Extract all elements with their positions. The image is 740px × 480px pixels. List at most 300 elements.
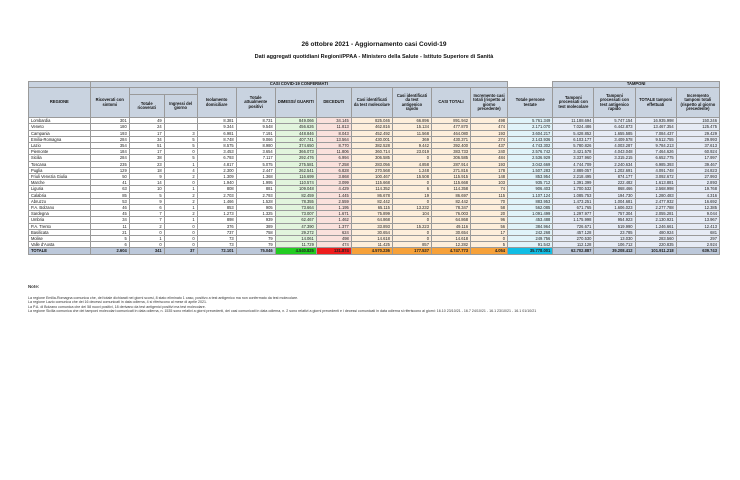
data-cell: 115.668 bbox=[351, 180, 392, 186]
data-cell: 853 bbox=[197, 205, 236, 211]
data-cell: 56 bbox=[471, 223, 508, 229]
page-subtitle: Dati aggregati quotidiani Regioni/PPAA - Ministero della Salute - Istituto Superiore di Sanità bbox=[254, 54, 494, 60]
data-cell: 262.541 bbox=[275, 167, 316, 173]
data-cell: 24.823 bbox=[676, 167, 719, 173]
data-cell: 10 bbox=[129, 186, 164, 192]
data-cell: 1.995 bbox=[236, 180, 275, 186]
data-cell: 7.464.626 bbox=[635, 149, 676, 155]
column-header-incremento-casi: Incremento casi totali (rispetto al giorno precedente) bbox=[471, 88, 508, 118]
data-cell: 0 bbox=[164, 180, 197, 186]
group-header-tamponi: TAMPONI bbox=[553, 82, 720, 88]
data-cell: 13.967 bbox=[676, 217, 719, 223]
data-cell: 1 bbox=[164, 186, 197, 192]
data-cell: 0 bbox=[392, 198, 431, 204]
data-cell: 220.835 bbox=[635, 242, 676, 248]
data-cell: 0 bbox=[392, 229, 431, 235]
data-cell: 72.101 bbox=[197, 248, 236, 254]
data-cell: 8.980 bbox=[236, 143, 275, 149]
data-cell: 1.391.399 bbox=[553, 180, 594, 186]
data-cell: 6.793 bbox=[197, 155, 236, 161]
data-cell: 9.044 bbox=[676, 211, 719, 217]
data-cell: 82.442 bbox=[351, 198, 392, 204]
data-cell: 33.893 bbox=[351, 223, 392, 229]
data-cell: 4.817 bbox=[197, 161, 236, 167]
data-cell: 23.019 bbox=[392, 149, 431, 155]
data-cell: 34.145 bbox=[316, 118, 351, 124]
data-cell: 4.091.748 bbox=[635, 167, 676, 173]
region-name-cell: Toscana bbox=[29, 161, 91, 167]
data-cell: 7.258 bbox=[316, 161, 351, 167]
data-cell: 242.268 bbox=[508, 229, 553, 235]
data-cell: 2 bbox=[164, 198, 197, 204]
data-cell: 462.816 bbox=[351, 124, 392, 130]
data-cell: 1.528 bbox=[236, 198, 275, 204]
data-cell: 5 bbox=[164, 136, 197, 142]
data-cell: 681 bbox=[676, 229, 719, 235]
data-cell: 284 bbox=[90, 136, 129, 142]
data-cell: 825.046 bbox=[351, 118, 392, 124]
data-cell: 726.671 bbox=[553, 223, 594, 229]
data-cell: 194.730 bbox=[594, 192, 635, 198]
data-cell: 2.576.742 bbox=[508, 149, 553, 155]
data-cell: 75.046 bbox=[236, 248, 275, 254]
data-cell: 14 bbox=[129, 180, 164, 186]
data-cell: 1 bbox=[164, 217, 197, 223]
region-name-cell: Basilicata bbox=[29, 229, 91, 235]
data-cell: 906.403 bbox=[508, 186, 553, 192]
data-cell: 7.191 bbox=[236, 130, 275, 136]
data-cell: 1.107.124 bbox=[508, 192, 553, 198]
data-cell: 1.004.681 bbox=[594, 198, 635, 204]
data-cell: 11.188.694 bbox=[553, 118, 594, 124]
data-cell: 38 bbox=[129, 155, 164, 161]
data-cell: 20 bbox=[471, 211, 508, 217]
data-cell: 4 bbox=[164, 167, 197, 173]
region-name-cell: TOTALE bbox=[29, 248, 91, 254]
data-cell: 23.785 bbox=[594, 229, 635, 235]
data-cell: 369 bbox=[392, 136, 431, 142]
data-cell: 284 bbox=[90, 155, 129, 161]
data-cell: 382.528 bbox=[351, 143, 392, 149]
data-cell: 0 bbox=[129, 242, 164, 248]
data-cell: 9.784.213 bbox=[635, 143, 676, 149]
data-cell: 464.080 bbox=[431, 130, 470, 136]
data-cell: 477.870 bbox=[431, 124, 470, 130]
data-cell: 3.042.669 bbox=[508, 161, 553, 167]
data-cell: 6 bbox=[129, 205, 164, 211]
data-cell: 19 bbox=[392, 192, 431, 198]
data-cell: 115.668 bbox=[431, 180, 470, 186]
data-cell: 8.575 bbox=[197, 143, 236, 149]
region-name-cell: Abruzzo bbox=[29, 198, 91, 204]
data-cell: 62.467 bbox=[275, 217, 316, 223]
data-cell: 17.997 bbox=[676, 155, 719, 161]
data-cell: 1.377 bbox=[316, 223, 351, 229]
data-cell: 73 bbox=[197, 242, 236, 248]
data-cell: 104 bbox=[392, 211, 431, 217]
data-cell: 2.924 bbox=[676, 242, 719, 248]
data-cell: 15.223 bbox=[392, 223, 431, 229]
group-header-terapia bbox=[129, 88, 197, 95]
column-header-isolamento: Isolamento domiciliare bbox=[197, 88, 236, 118]
data-cell: 737 bbox=[197, 229, 236, 235]
data-cell: 7 bbox=[129, 217, 164, 223]
data-cell: 498 bbox=[471, 118, 508, 124]
data-cell: 2.536.929 bbox=[508, 155, 553, 161]
data-cell: 178 bbox=[471, 167, 508, 173]
data-cell: 14.061 bbox=[275, 236, 316, 242]
data-cell: 430.001 bbox=[351, 136, 392, 142]
data-cell: 287.914 bbox=[431, 161, 470, 167]
note-line: La regione Lazio comunica che dei 16 decessi comunicati in data odierna, 4 si riferiscono al mese di aprile 2021. bbox=[28, 300, 207, 305]
region-name-cell: Veneto bbox=[29, 124, 91, 130]
data-cell: 9 bbox=[129, 174, 164, 180]
data-cell: 2.893 bbox=[676, 180, 719, 186]
data-cell: 5.761.349 bbox=[508, 118, 553, 124]
data-cell: 2.240.634 bbox=[594, 161, 635, 167]
column-header-totale-ricoverati: Totale ricoverati bbox=[129, 95, 164, 118]
data-cell: 1.273 bbox=[197, 211, 236, 217]
data-cell: 868.466 bbox=[594, 186, 635, 192]
data-cell: 448.846 bbox=[275, 130, 316, 136]
data-cell: 101.911.218 bbox=[635, 248, 676, 254]
data-cell: 100.467 bbox=[351, 174, 392, 180]
data-cell: 8.381 bbox=[197, 118, 236, 124]
data-cell: 58 bbox=[471, 205, 508, 211]
data-cell: 82.459 bbox=[275, 192, 316, 198]
data-cell: 275.581 bbox=[275, 161, 316, 167]
data-cell: 4.858 bbox=[392, 161, 431, 167]
region-name-cell: Emilia-Romagna bbox=[29, 136, 91, 142]
data-cell: 11.568 bbox=[392, 130, 431, 136]
data-cell: 954.923 bbox=[594, 217, 635, 223]
data-cell: 2.300 bbox=[197, 167, 236, 173]
data-cell: 6.442.873 bbox=[594, 124, 635, 130]
note-line: La regione Emilia-Romagna comunica che, del totale dichiarati nei giorni scorsi, 8 stato eliminato 1 caso, positivo a test antigenico ma non confermato da test molecolare. bbox=[28, 295, 299, 300]
data-cell: 3.654 bbox=[236, 149, 275, 155]
data-cell: 1 bbox=[129, 236, 164, 242]
data-cell: 13.564 bbox=[316, 136, 351, 142]
data-cell: 91.542 bbox=[508, 242, 553, 248]
data-cell: 1.175.998 bbox=[553, 217, 594, 223]
data-cell: 235 bbox=[90, 161, 129, 167]
table-body bbox=[29, 118, 720, 254]
data-cell: 76.003 bbox=[431, 211, 470, 217]
data-cell: 1.325 bbox=[236, 211, 275, 217]
data-cell: 17 bbox=[129, 149, 164, 155]
data-cell: 6.985.393 bbox=[635, 161, 676, 167]
data-cell: 30.654 bbox=[351, 229, 392, 235]
data-cell: 383.733 bbox=[431, 149, 470, 155]
data-cell: 1.248 bbox=[392, 167, 431, 173]
column-header-test-antigenico: Casi identificati da test antigenico rapido bbox=[392, 88, 431, 118]
data-cell: 70 bbox=[471, 198, 508, 204]
data-cell: 639.743 bbox=[676, 248, 719, 254]
data-cell: 452.492 bbox=[351, 130, 392, 136]
column-header-testati: Totale persone testate bbox=[508, 88, 553, 118]
data-cell: 150.246 bbox=[676, 118, 719, 124]
data-cell: 5 bbox=[164, 155, 197, 161]
data-cell: 0 bbox=[392, 155, 431, 161]
data-cell: 2.218.495 bbox=[553, 174, 594, 180]
data-cell: 7.117 bbox=[236, 155, 275, 161]
data-cell: 306.585 bbox=[351, 155, 392, 161]
column-header-ricoverati: Ricoverati con sintomi bbox=[90, 88, 129, 118]
data-cell: 116.699 bbox=[275, 174, 316, 180]
data-cell: 6 bbox=[90, 242, 129, 248]
data-cell: 3.604.217 bbox=[508, 130, 553, 136]
data-cell: 1.195 bbox=[316, 205, 351, 211]
data-cell: 5.780.826 bbox=[553, 143, 594, 149]
data-cell: 341 bbox=[129, 248, 164, 254]
data-cell: 7 bbox=[129, 211, 164, 217]
data-cell: 129 bbox=[90, 167, 129, 173]
column-header-deceduti: DECEDUTI bbox=[316, 88, 351, 118]
data-cell: 2.703 bbox=[197, 192, 236, 198]
data-cell: 1.091.499 bbox=[508, 211, 553, 217]
data-cell: 474 bbox=[471, 124, 508, 130]
data-cell: 0 bbox=[164, 149, 197, 155]
data-cell: 112.128 bbox=[553, 242, 594, 248]
data-cell: 430.371 bbox=[431, 136, 470, 142]
data-cell: 45 bbox=[90, 211, 129, 217]
data-cell: 1.473.251 bbox=[553, 198, 594, 204]
data-cell: 4.744.709 bbox=[553, 161, 594, 167]
data-cell: 222.482 bbox=[594, 180, 635, 186]
data-cell: 1.700.532 bbox=[553, 186, 594, 192]
region-name-cell: Umbria bbox=[29, 217, 91, 223]
data-cell: 3.092.672 bbox=[635, 174, 676, 180]
data-cell: 34 bbox=[90, 217, 129, 223]
data-cell: 2 bbox=[164, 192, 197, 198]
data-cell: 49.116 bbox=[431, 223, 470, 229]
data-cell: 857 bbox=[392, 242, 431, 248]
data-cell: 115.915 bbox=[431, 174, 470, 180]
data-cell: 193 bbox=[471, 161, 508, 167]
data-cell: 935.712 bbox=[508, 180, 553, 186]
data-cell: 193 bbox=[90, 130, 129, 136]
data-cell: 8.043 bbox=[316, 130, 351, 136]
data-cell: 13.232 bbox=[392, 205, 431, 211]
data-cell: 11.729 bbox=[275, 242, 316, 248]
data-cell: 115 bbox=[471, 192, 508, 198]
data-cell: 62.702.887 bbox=[553, 248, 594, 254]
data-cell: 881 bbox=[236, 186, 275, 192]
data-cell: 109.048 bbox=[275, 186, 316, 192]
data-cell: 37.613 bbox=[676, 143, 719, 149]
data-cell: 46 bbox=[90, 205, 129, 211]
data-cell: 85 bbox=[90, 192, 129, 198]
data-cell: 114.358 bbox=[431, 186, 470, 192]
data-cell: 6.994 bbox=[316, 155, 351, 161]
data-cell: 671.765 bbox=[553, 205, 594, 211]
data-cell: 456.626 bbox=[275, 124, 316, 130]
data-cell: 11 bbox=[90, 223, 129, 229]
data-cell: 0 bbox=[164, 236, 197, 242]
data-cell: 9.066 bbox=[236, 136, 275, 142]
data-cell: 437 bbox=[471, 143, 508, 149]
data-cell: 3.099 bbox=[316, 180, 351, 186]
data-cell: 5 bbox=[129, 192, 164, 198]
data-cell: 2.604 bbox=[90, 248, 129, 254]
data-cell: 14.618 bbox=[431, 236, 470, 242]
data-cell: 29.272 bbox=[275, 229, 316, 235]
region-name-cell: P.A. Trento bbox=[29, 223, 91, 229]
data-cell: 63 bbox=[90, 186, 129, 192]
data-cell: 3.868 bbox=[316, 174, 351, 180]
data-cell: 106.712 bbox=[594, 242, 635, 248]
data-cell: 1.671 bbox=[316, 211, 351, 217]
region-name-cell: Piemonte bbox=[29, 149, 91, 155]
data-cell: 271.816 bbox=[431, 167, 470, 173]
data-cell: 4.747.773 bbox=[431, 248, 470, 254]
data-cell: 86.678 bbox=[351, 192, 392, 198]
data-cell: 249.756 bbox=[508, 236, 553, 242]
region-name-cell: Molise bbox=[29, 236, 91, 242]
region-name-cell: Campania bbox=[29, 130, 91, 136]
data-cell: 624 bbox=[316, 229, 351, 235]
column-header-incremento-tamponi: Incremento tamponi totali (rispetto al giorno precedente) bbox=[676, 88, 719, 118]
data-cell: 4.316 bbox=[676, 192, 719, 198]
note-line: La regione Sicilia comunica che dei tamponi molecolari comunicati in data odierna, n. 1535 sono relativi a giorni precedenti, dei casi comunicati in data odierna, n. 2 sono relativi a giorni precedenti e i decessi comunicati in data odierna si riferiscono ai giorni: 16.10 23/10/21 - 16.7 24/10/21 - 16.1 23/10/21 - 16.1 01/10/21 bbox=[28, 309, 537, 314]
data-cell: 6.652.775 bbox=[635, 155, 676, 161]
data-cell: 16.935.998 bbox=[635, 118, 676, 124]
data-cell: 15.134 bbox=[392, 124, 431, 130]
data-cell: 283.560 bbox=[635, 236, 676, 242]
data-cell: 457.128 bbox=[553, 229, 594, 235]
data-cell: 6 bbox=[392, 186, 431, 192]
column-header-casi-totali: CASI TOTALI bbox=[431, 88, 470, 118]
data-cell: 4.003.287 bbox=[594, 143, 635, 149]
data-cell: 7.024.486 bbox=[553, 124, 594, 130]
data-cell: 0 bbox=[392, 180, 431, 186]
data-cell: 30.654 bbox=[431, 229, 470, 235]
data-cell: 103 bbox=[471, 180, 508, 186]
data-cell: 4.054 bbox=[471, 248, 508, 254]
data-cell: 9 bbox=[129, 198, 164, 204]
data-cell: 5.075 bbox=[236, 161, 275, 167]
data-cell: 131.874 bbox=[316, 248, 351, 254]
column-header-positivi: Totale attualmente positivi bbox=[236, 88, 275, 118]
region-name-cell: Liguria bbox=[29, 186, 91, 192]
data-cell: 82.442 bbox=[431, 198, 470, 204]
data-cell: 1 bbox=[164, 161, 197, 167]
data-cell: 24 bbox=[129, 124, 164, 130]
data-cell: 5.747.154 bbox=[594, 118, 635, 124]
column-header-tamponi-antigenico: Tamponi processati con test antigenico rapido bbox=[594, 88, 635, 118]
data-cell: 9.442 bbox=[392, 143, 431, 149]
data-cell: 1.606.023 bbox=[594, 205, 635, 211]
note-line: La P.A. di Bolzano comunica che dei 58 nuovi positivi, 18 derivano da test antigenici positivi ma test molecolare. bbox=[28, 304, 206, 309]
region-name-cell: Marche bbox=[29, 180, 91, 186]
data-cell: 60.924 bbox=[676, 149, 719, 155]
data-cell: 3 bbox=[164, 130, 197, 136]
data-cell: 50 bbox=[90, 174, 129, 180]
data-cell: 360.714 bbox=[351, 149, 392, 155]
data-cell: 12.413 bbox=[676, 223, 719, 229]
data-cell: 2 bbox=[164, 211, 197, 217]
data-cell: 1.246.661 bbox=[635, 223, 676, 229]
data-cell: 29.993 bbox=[676, 136, 719, 142]
column-header-tamponi-totali: TOTALE tamponi effettuati bbox=[635, 88, 676, 118]
data-cell: 389 bbox=[236, 223, 275, 229]
notes-label: Note: bbox=[28, 284, 40, 289]
data-cell: 354 bbox=[90, 143, 129, 149]
data-cell: 2.130.921 bbox=[635, 217, 676, 223]
data-cell: 21 bbox=[90, 229, 129, 235]
data-cell: 114.352 bbox=[351, 186, 392, 192]
data-cell: 2.793 bbox=[236, 192, 275, 198]
data-cell: 73 bbox=[197, 236, 236, 242]
data-cell: 905 bbox=[236, 205, 275, 211]
data-cell: 270.530 bbox=[553, 236, 594, 242]
region-name-cell: Sicilia bbox=[29, 155, 91, 161]
data-cell: 874.177 bbox=[594, 174, 635, 180]
data-cell: 65.115 bbox=[351, 205, 392, 211]
data-cell: 39.467 bbox=[676, 161, 719, 167]
data-cell: 5 bbox=[90, 236, 129, 242]
data-cell: 1.507.283 bbox=[508, 167, 553, 173]
data-cell: 49 bbox=[129, 118, 164, 124]
data-cell: 17 bbox=[471, 229, 508, 235]
data-cell: 1.466 bbox=[197, 198, 236, 204]
data-cell: 2.143.936 bbox=[508, 136, 553, 142]
data-cell: 301 bbox=[90, 118, 129, 124]
data-cell: 891.942 bbox=[431, 118, 470, 124]
data-cell: 79 bbox=[236, 236, 275, 242]
data-cell: 3.337.960 bbox=[553, 155, 594, 161]
data-cell: 17 bbox=[129, 130, 164, 136]
data-cell: 180 bbox=[90, 124, 129, 130]
document-page bbox=[28, 0, 720, 480]
data-cell: 8.748 bbox=[197, 136, 236, 142]
data-cell: 9.512.755 bbox=[635, 136, 676, 142]
data-cell: 2.055.281 bbox=[635, 211, 676, 217]
data-cell: 13.030 bbox=[594, 236, 635, 242]
page-title: 26 ottobre 2021 - Aggiornamento casi Covid-19 bbox=[301, 41, 447, 48]
group-header-casi: CASI COVID-19 CONFERMATI bbox=[90, 82, 507, 88]
data-cell: 474 bbox=[316, 242, 351, 248]
data-cell: 7.084.437 bbox=[635, 130, 676, 136]
data-cell: 407.741 bbox=[275, 136, 316, 142]
data-cell: 47.390 bbox=[275, 223, 316, 229]
data-cell: 13.467.354 bbox=[635, 124, 676, 130]
data-cell: 562.085 bbox=[508, 205, 553, 211]
data-cell: 177.537 bbox=[392, 248, 431, 254]
data-cell: 2 bbox=[164, 174, 197, 180]
data-cell: 1.462 bbox=[316, 217, 351, 223]
data-cell: 853.954 bbox=[508, 174, 553, 180]
data-cell: 384.964 bbox=[508, 223, 553, 229]
data-cell: 1.297.977 bbox=[553, 211, 594, 217]
data-cell: 453.488 bbox=[508, 217, 553, 223]
data-cell: 240 bbox=[471, 149, 508, 155]
data-cell: 6.103.177 bbox=[553, 136, 594, 142]
data-cell: 125.475 bbox=[676, 124, 719, 130]
data-cell: 3.409.578 bbox=[594, 136, 635, 142]
data-cell: 29.429 bbox=[676, 130, 719, 136]
data-cell: 8.770 bbox=[316, 143, 351, 149]
data-cell: 939 bbox=[236, 217, 275, 223]
data-cell: 0 bbox=[471, 236, 508, 242]
data-cell: 2 bbox=[129, 223, 164, 229]
data-cell: 1.613.881 bbox=[635, 180, 676, 186]
data-cell: 2.477.932 bbox=[635, 198, 676, 204]
data-cell: 5 bbox=[471, 242, 508, 248]
data-cell: 41 bbox=[90, 180, 129, 186]
data-cell: 480.924 bbox=[635, 229, 676, 235]
data-cell: 110.574 bbox=[275, 180, 316, 186]
